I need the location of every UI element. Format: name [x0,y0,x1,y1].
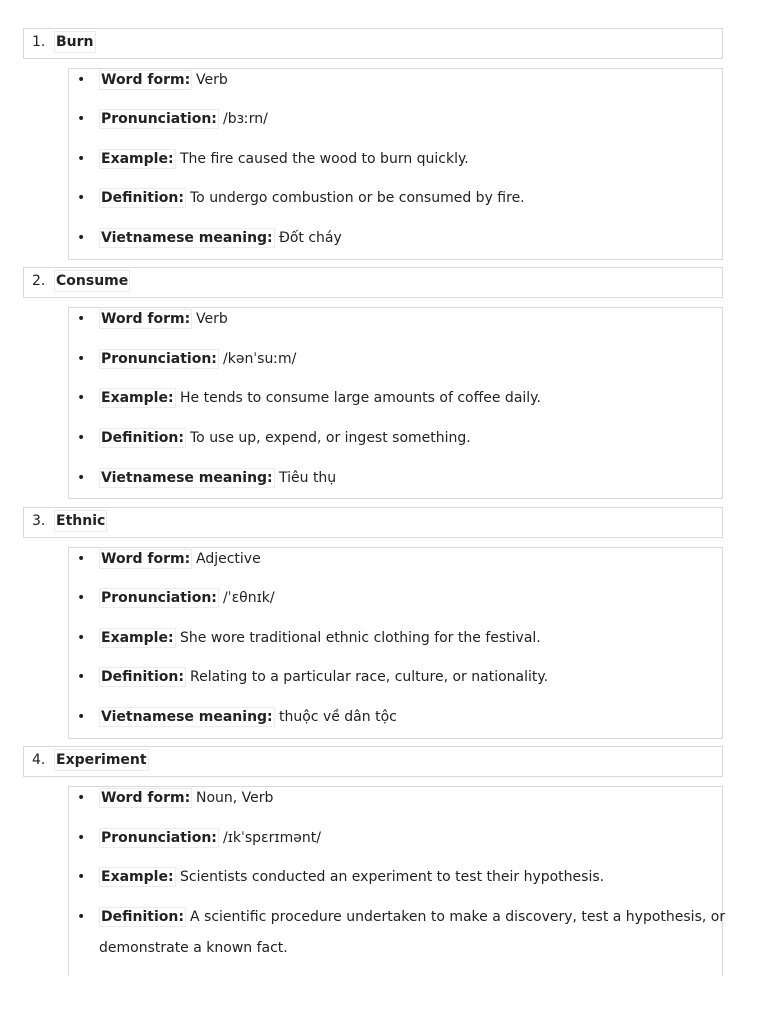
detail-value: Scientists conducted an experiment to test their hypothesis. [180,869,605,885]
term-details-ethnic [68,547,723,739]
bullet-icon: • [77,111,86,127]
bullet-icon: • [77,909,86,925]
detail-value: He tends to consume large amounts of coffee daily. [180,390,541,406]
bullet-icon: • [77,590,86,606]
bullet-icon: • [77,669,86,685]
detail-label: Pronunciation: [101,830,217,846]
detail-value: /ɪkˈspɛrɪmənt/ [223,830,321,846]
bullet-icon: • [77,709,86,725]
detail-value: Đốt cháy [279,230,342,246]
detail-label: Word form: [101,311,191,327]
detail-value: Noun, Verb [196,790,274,806]
term-header-burn [23,28,723,59]
detail-value: Relating to a particular race, culture, or nationality. [190,669,549,685]
detail-value: Adjective [196,551,261,567]
detail-label: Word form: [101,551,191,567]
term-details-consume [68,307,723,499]
detail-value: /ˈɛθnɪk/ [223,590,275,606]
detail-label: Pronunciation: [101,111,217,127]
detail-label: Definition: [101,430,184,446]
bullet-icon: • [77,390,86,406]
detail-label: Pronunciation: [101,351,217,367]
bullet-icon: • [77,190,86,206]
term-header-experiment [23,746,723,777]
detail-label: Example: [101,630,174,646]
bullet-icon: • [77,470,86,486]
detail-value: To undergo combustion or be consumed by fire. [190,190,525,206]
term-word: Consume [54,270,130,292]
detail-label: Word form: [101,72,191,88]
detail-value: /bɜːrn/ [223,111,268,127]
bullet-icon: • [77,869,86,885]
detail-label: Definition: [101,909,184,925]
detail-label: Pronunciation: [101,590,217,606]
term-word: Ethnic [54,510,107,532]
term-header-consume [23,267,723,298]
detail-label: Example: [101,869,174,885]
bullet-icon: • [77,311,86,327]
bullet-icon: • [77,630,86,646]
bullet-icon: • [77,151,86,167]
bullet-icon: • [77,830,86,846]
bullet-icon: • [77,351,86,367]
bullet-icon: • [77,790,86,806]
term-header-ethnic [23,507,723,538]
term-word: Experiment [54,749,149,771]
detail-label: Word form: [101,790,191,806]
detail-label: Definition: [101,669,184,685]
detail-label: Example: [101,151,174,167]
detail-label: Definition: [101,190,184,206]
detail-value-continued: demonstrate a known fact. [99,940,288,956]
term-word: Burn [54,31,96,53]
detail-value: She wore traditional ethnic clothing for the festival. [180,630,541,646]
detail-label: Example: [101,390,174,406]
bullet-icon: • [77,430,86,446]
detail-value: Verb [196,72,228,88]
bullet-icon: • [77,551,86,567]
term-details-burn [68,68,723,260]
term-number: 2. [32,273,46,289]
term-details-experiment [68,786,726,976]
detail-value: A scientific procedure undertaken to make a discovery, test a hypothesis, or [190,909,726,925]
detail-label: Vietnamese meaning: [101,470,273,486]
term-number: 3. [32,513,46,529]
detail-value: Verb [196,311,228,327]
detail-value: Tiêu thụ [279,470,337,486]
term-number: 1. [32,34,46,50]
detail-value: To use up, expend, or ingest something. [190,430,471,446]
bullet-icon: • [77,230,86,246]
detail-value: /kənˈsuːm/ [223,351,297,367]
detail-label: Vietnamese meaning: [101,230,273,246]
detail-value: The fire caused the wood to burn quickly. [180,151,469,167]
bullet-icon: • [77,72,86,88]
detail-value: thuộc về dân tộc [279,709,397,725]
term-number: 4. [32,752,46,768]
detail-label: Vietnamese meaning: [101,709,273,725]
